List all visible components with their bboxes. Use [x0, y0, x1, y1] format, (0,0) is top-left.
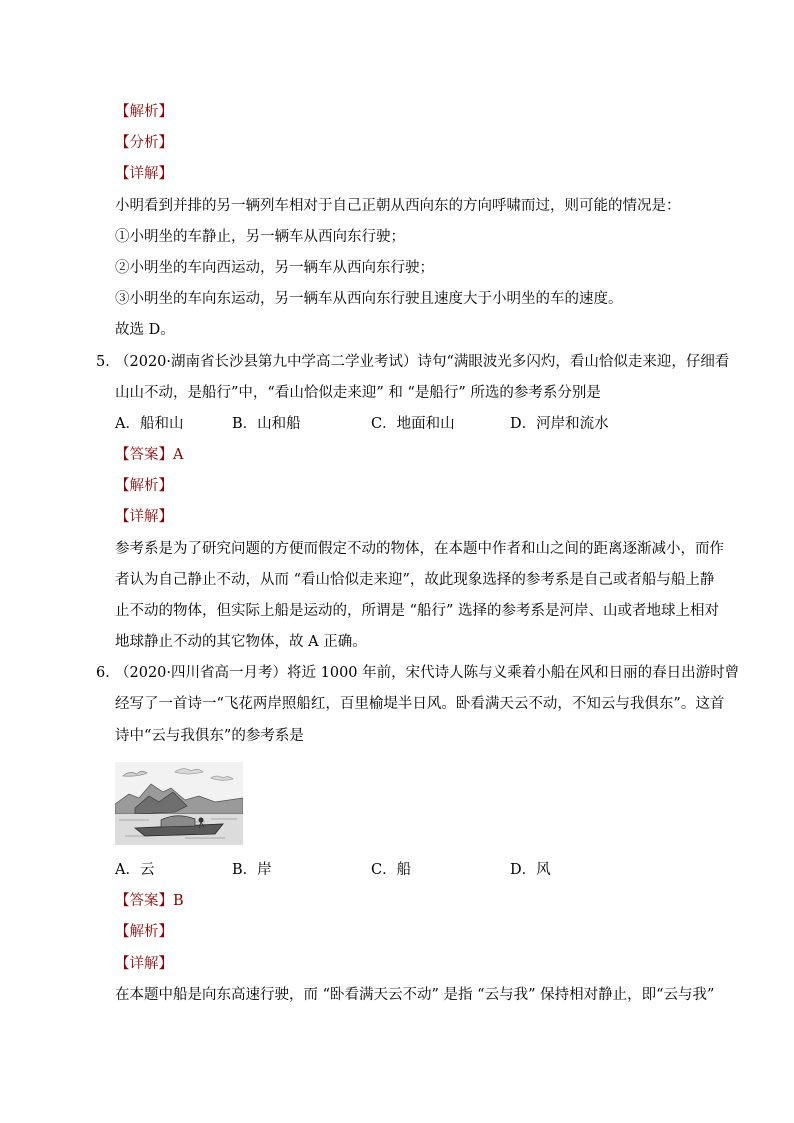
question-number: 5．: [96, 354, 120, 370]
question-text: 经写了一首诗一“飞花两岸照船红，百里榆堤半日风。卧看满天云不动，不知云与我俱东”。这首: [115, 696, 725, 712]
analysis-label: 【解析】: [115, 104, 173, 120]
analysis-label: 【解析】: [115, 478, 173, 494]
text-line: ③小明坐的车向东运动，另一辆车从西向东行驶且速度大于小明坐的车的速度。: [115, 291, 623, 307]
option-b: B．岸: [232, 862, 272, 878]
text-line: 地球静止不动的其它物体，故 A 正确。: [115, 634, 367, 650]
analysis-label: 【解析】: [115, 924, 173, 940]
boat-mountain-illustration: [115, 762, 243, 845]
text-line: 者认为自己静止不动，从而 “看山恰似走来迎”，故此现象选择的参考系是自己或者船与船上静: [115, 572, 715, 588]
option-c: C．船: [371, 862, 412, 878]
option-d: D．风: [510, 862, 551, 878]
detail-label: 【详解】: [115, 956, 173, 972]
answer-value: B: [173, 893, 184, 909]
text-line: 小明看到并排的另一辆列车相对于自己正朝从西向东的方向呼啸而过，则可能的情况是：: [115, 198, 681, 214]
text-line: 在本题中船是向东高速行驶，而 “卧看满天云不动” 是指 “云与我” 保持相对静止，即“云与我”: [115, 987, 715, 1003]
text-line: 参考系是为了研究问题的方便而假定不动的物体，在本题中作者和山之间的距离逐渐减小，而作: [115, 541, 724, 557]
question-text: 诗中“云与我俱东”的参考系是: [115, 728, 304, 744]
question-number: 6．: [96, 665, 120, 681]
answer-row: [115, 892, 184, 910]
text-line: ①小明坐的车静止，另一辆车从西向东行驶；: [115, 229, 405, 245]
option-a: A．船和山: [115, 416, 184, 432]
question-text: 山山不动，是船行”中，“看山恰似走来迎” 和 “是船行” 所选的参考系分别是: [115, 385, 601, 401]
detail-label: 【详解】: [115, 166, 173, 182]
option-d: D．河岸和流水: [510, 416, 609, 432]
text-line: 故选 D。: [115, 322, 175, 338]
option-c: C．地面和山: [371, 416, 455, 432]
answer-value: A: [173, 447, 184, 463]
detail-label: 【详解】: [115, 509, 173, 525]
text-line: ②小明坐的车向西运动，另一辆车从西向东行驶；: [115, 260, 434, 276]
text-line: 止不动的物体，但实际上船是运动的，所谓是 “船行” 选择的参考系是河岸、山或者地球上相对: [115, 603, 720, 619]
question-text: （2020·湖南省长沙县第九中学高二学业考试）诗句“满眼波光多闪灼，看山恰似走来迎，仔细看: [115, 354, 730, 370]
analysis-sub-label: 【分析】: [115, 135, 173, 151]
answer-label: 【答案】: [115, 447, 173, 463]
answer-row: [115, 446, 183, 464]
option-a: A．云: [115, 862, 155, 878]
option-b: B．山和船: [232, 416, 301, 432]
answer-label: 【答案】: [115, 893, 173, 909]
question-text: （2020·四川省高一月考）将近 1000 年前，宋代诗人陈与义乘着小船在风和日丽的春日出游时曾: [115, 665, 740, 681]
